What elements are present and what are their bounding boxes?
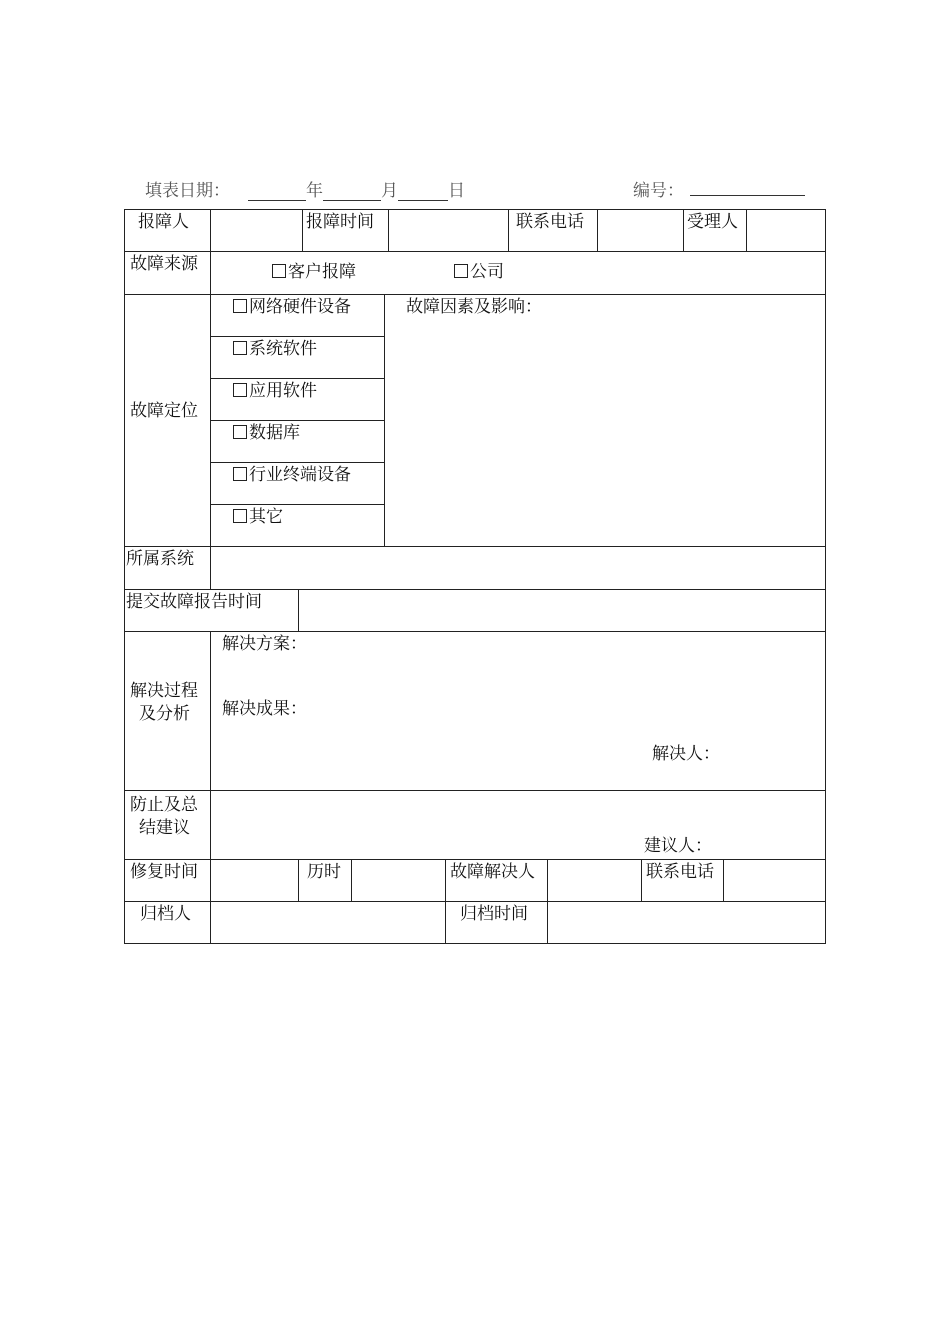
source-option-company[interactable] xyxy=(454,261,504,283)
checkbox-icon[interactable] xyxy=(272,264,286,278)
table-line xyxy=(351,859,352,901)
archiver-label: 归档人 xyxy=(140,904,191,924)
day-blank[interactable] xyxy=(398,182,448,201)
location-option-database[interactable] xyxy=(233,422,300,444)
form-header xyxy=(0,176,950,200)
table-line xyxy=(445,901,446,943)
table-line xyxy=(124,631,826,632)
table-line xyxy=(124,546,826,547)
table-line xyxy=(388,209,389,251)
table-line xyxy=(210,462,384,463)
checkbox-icon[interactable] xyxy=(233,425,247,439)
table-line xyxy=(683,209,684,251)
table-line xyxy=(124,294,826,295)
location-option-system-software[interactable] xyxy=(233,338,317,360)
location-option-network-hardware[interactable] xyxy=(233,296,351,318)
factors-field[interactable] xyxy=(386,320,824,544)
table-line xyxy=(641,859,642,901)
prevention-label-line1: 防止及总 xyxy=(130,795,198,815)
table-line xyxy=(210,901,211,943)
table-line xyxy=(210,251,211,589)
table-line xyxy=(210,209,211,251)
system-label: 所属系统 xyxy=(126,549,194,569)
handler-label: 受理人 xyxy=(687,212,738,232)
repair-phone-field[interactable] xyxy=(725,861,824,900)
phone-field[interactable] xyxy=(599,211,682,250)
table-line xyxy=(508,209,509,251)
table-line xyxy=(445,859,446,901)
table-line xyxy=(124,589,826,590)
table-line xyxy=(210,336,384,337)
repair-phone-label: 联系电话 xyxy=(646,862,714,882)
table-line xyxy=(298,859,299,901)
source-option-customer[interactable] xyxy=(272,261,356,283)
table-line xyxy=(124,943,826,944)
checkbox-icon[interactable] xyxy=(233,299,247,313)
archiver-field[interactable] xyxy=(212,903,444,942)
location-option-label: 系统软件 xyxy=(249,339,317,359)
result-label: 解决成果： xyxy=(222,699,307,719)
handler-field[interactable] xyxy=(748,211,824,250)
prevention-label-line2: 结建议 xyxy=(139,818,190,838)
table-line xyxy=(547,901,548,943)
reporter-label: 报障人 xyxy=(138,212,189,232)
duration-field[interactable] xyxy=(353,861,444,900)
table-line xyxy=(298,589,299,631)
phone-label: 联系电话 xyxy=(516,212,584,232)
prevention-field[interactable] xyxy=(212,792,824,830)
table-line xyxy=(210,504,384,505)
fault-resolver-label: 故障解决人 xyxy=(450,862,535,882)
source-label: 故障来源 xyxy=(130,254,198,274)
submit-time-label: 提交故障报告时间 xyxy=(126,592,262,612)
year-blank[interactable] xyxy=(248,182,306,201)
fill-date-field xyxy=(248,176,465,201)
source-option-label: 公司 xyxy=(470,262,504,282)
table-line xyxy=(124,901,826,902)
factors-label: 故障因素及影响： xyxy=(406,297,542,317)
table-line xyxy=(124,790,826,791)
fill-date-label: 填表日期： xyxy=(145,181,230,201)
day-label: 日 xyxy=(448,181,465,201)
month-label: 月 xyxy=(381,181,398,201)
location-option-application-software[interactable] xyxy=(233,380,317,402)
table-line xyxy=(124,251,826,252)
archive-time-label: 归档时间 xyxy=(460,904,528,924)
month-blank[interactable] xyxy=(323,182,381,201)
resolver-label: 解决人： xyxy=(652,744,720,764)
duration-label: 历时 xyxy=(307,862,341,882)
table-line xyxy=(210,378,384,379)
code-label: 编号： xyxy=(633,181,684,201)
location-option-label: 网络硬件设备 xyxy=(249,297,351,317)
table-line xyxy=(210,420,384,421)
suggester-label: 建议人： xyxy=(644,836,712,856)
location-label: 故障定位 xyxy=(130,401,198,421)
location-option-label: 行业终端设备 xyxy=(249,465,351,485)
table-line xyxy=(384,294,385,546)
table-line xyxy=(597,209,598,251)
table-line xyxy=(547,859,548,901)
checkbox-icon[interactable] xyxy=(233,467,247,481)
location-option-label: 应用软件 xyxy=(249,381,317,401)
submit-time-field[interactable] xyxy=(300,591,824,630)
code-blank[interactable] xyxy=(690,176,805,196)
location-option-label: 其它 xyxy=(249,507,283,527)
table-line xyxy=(210,859,211,901)
location-option-industry-terminal[interactable] xyxy=(233,464,351,486)
source-option-label: 客户报障 xyxy=(288,262,356,282)
repair-time-field[interactable] xyxy=(212,861,297,900)
location-option-other[interactable] xyxy=(233,506,283,528)
table-line xyxy=(825,209,826,944)
reporter-field[interactable] xyxy=(212,211,301,250)
table-line xyxy=(124,209,826,210)
report-time-field[interactable] xyxy=(390,211,507,250)
archive-time-field[interactable] xyxy=(549,903,824,942)
table-line xyxy=(302,209,303,251)
location-option-label: 数据库 xyxy=(249,423,300,443)
resolution-label-line1: 解决过程 xyxy=(130,681,198,701)
table-line xyxy=(124,859,826,860)
checkbox-icon[interactable] xyxy=(233,383,247,397)
report-time-label: 报障时间 xyxy=(306,212,374,232)
table-line xyxy=(210,631,211,859)
plan-label: 解决方案： xyxy=(222,634,307,654)
table-line xyxy=(746,209,747,251)
year-label: 年 xyxy=(306,181,323,201)
repair-time-label: 修复时间 xyxy=(130,862,198,882)
resolution-label-line2: 及分析 xyxy=(139,704,190,724)
table-line xyxy=(124,209,125,944)
table-line xyxy=(723,859,724,901)
system-field[interactable] xyxy=(212,548,824,588)
checkbox-icon[interactable] xyxy=(233,341,247,355)
checkbox-icon[interactable] xyxy=(454,264,468,278)
checkbox-icon[interactable] xyxy=(233,509,247,523)
fault-resolver-field[interactable] xyxy=(549,861,640,900)
